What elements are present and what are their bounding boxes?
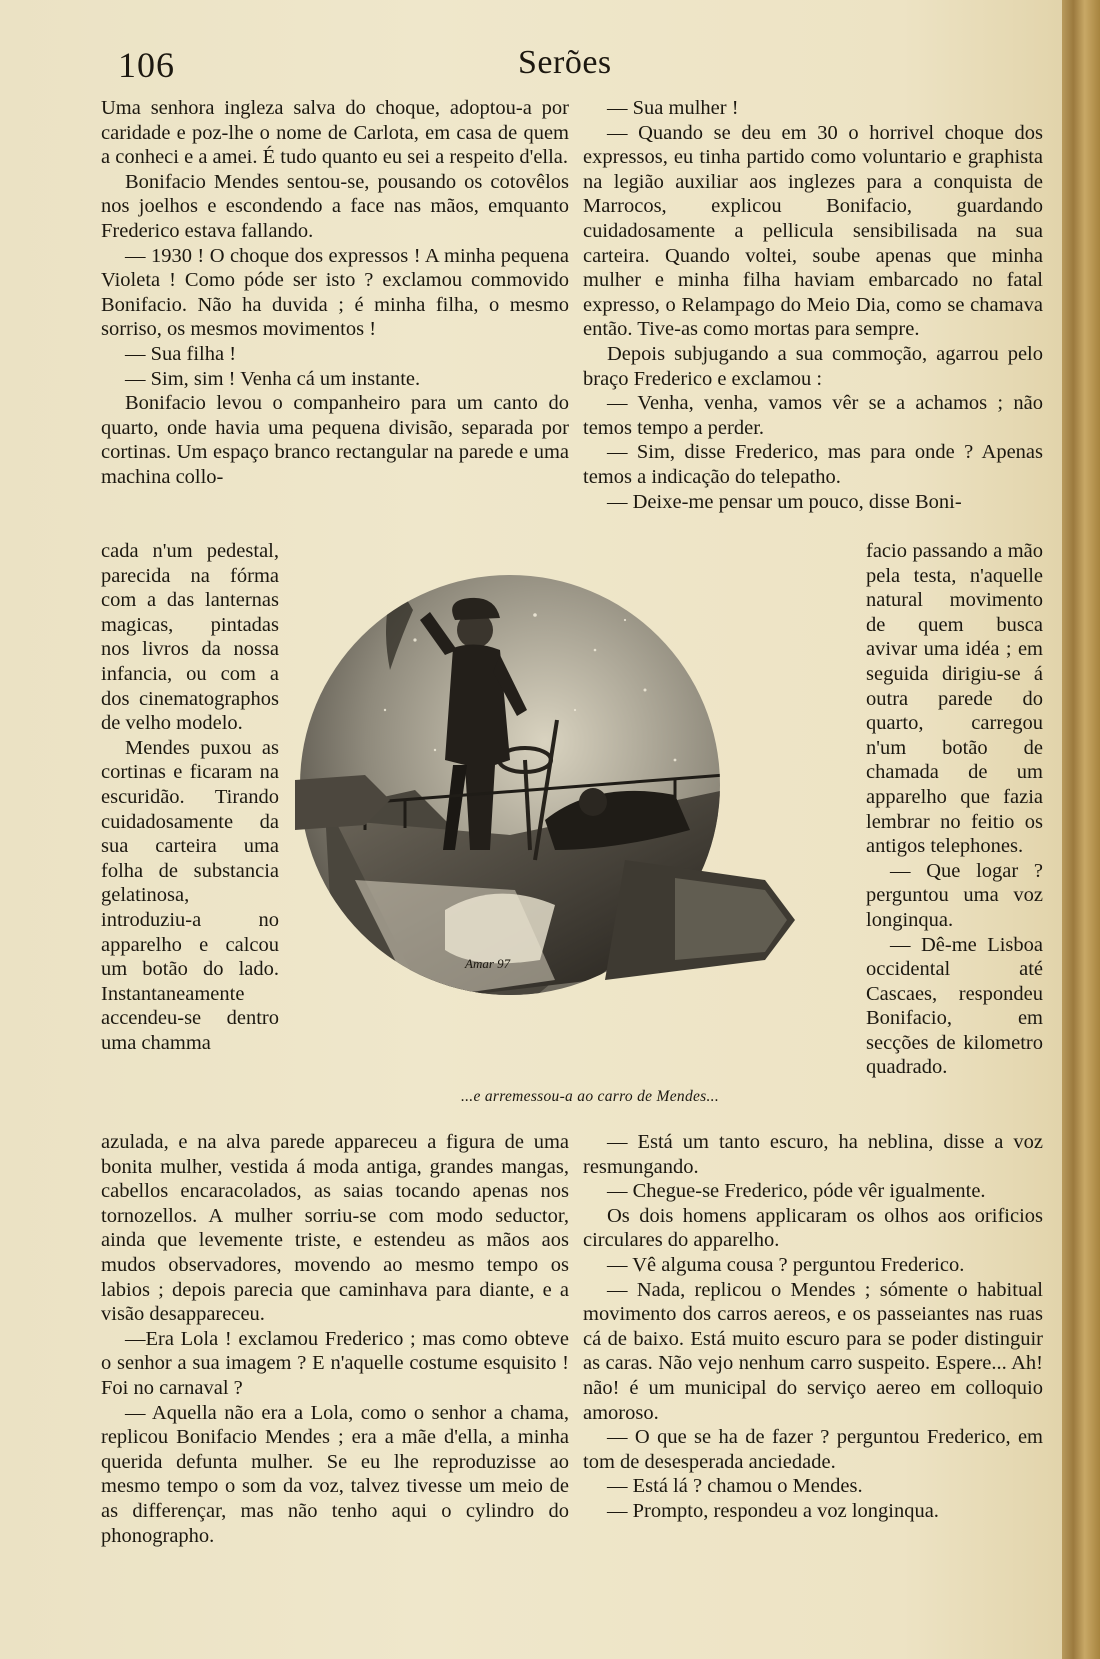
illustration-caption: ...e arremessou-a ao carro de Mendes... bbox=[460, 1088, 720, 1105]
paragraph: — Deixe-me pensar um pouco, disse Boni- bbox=[607, 490, 962, 513]
paragraph: — Dê-me Lisboa occidental até Cascaes, respondeu Bonifacio, em secções de kilometro quadrado. bbox=[866, 933, 1043, 1079]
running-title: Serões bbox=[518, 44, 612, 81]
right-wrap-text bbox=[866, 539, 1043, 1080]
paragraph: — Vê alguma cousa ? perguntou Frederico. bbox=[607, 1253, 965, 1276]
paragraph: — Sua mulher ! bbox=[607, 97, 739, 119]
paragraph: — Está lá ? chamou o Mendes. bbox=[607, 1475, 863, 1498]
paragraph: Bonifacio levou o companheiro para um canto do quarto, onde havia uma pequena divisão, separada por cortinas. Um espaço branco rectangular na parede e uma machina collo- bbox=[101, 392, 569, 488]
page-header bbox=[0, 44, 1062, 94]
paragraph: — 1930 ! O choque dos expressos ! A minha pequena Violeta ! Como póde ser isto ? exclamou commovido Bonifacio. Não ha duvida ; é minha filha, o mesmo sorriso, os mesmos movimentos ! bbox=[101, 244, 569, 341]
paragraph: — Sua filha ! bbox=[125, 342, 237, 365]
paragraph: — Quando se deu em 30 o horrivel choque dos expressos, eu tinha partido como voluntario e graphista na legião auxiliar aos inglezes para a conquista de Marrocos, explicou Bonifacio, guardando cuidadosamente a pellicula sensibilisada na sua carteira. Quando voltei, soube apenas que minha mulher e minha filha haviam embarcado no fatal expresso, o Relampago do Meio Dia, como se chamava então. Tive-as como mortas para sempre. bbox=[583, 121, 1043, 341]
paragraph: — Venha, venha, vamos vêr se a achamos ; não temos tempo a perder. bbox=[583, 392, 1043, 439]
artist-signature: Amar 97 bbox=[465, 956, 511, 971]
paragraph: Mendes puxou as cortinas e ficaram na escuridão. Tirando cuidadosamente da sua carteira uma folha de substancia gelatinosa, introduziu-a no apparelho e calcou um botão do lado. Instantaneamente accendeu-se dentro uma chamma bbox=[101, 736, 279, 1054]
paragraph: — Está um tanto escuro, ha neblina, disse a voz resmungando. bbox=[583, 1131, 1043, 1178]
paragraph: —Era Lola ! exclamou Frederico ; mas como obteve o senhor a sua imagem ? E n'aquelle costume esquisito ! Foi no carnaval ? bbox=[101, 1327, 569, 1399]
paragraph: azulada, e na alva parede appareceu a figura de uma bonita mulher, vestida á moda antiga, grandes mangas, cabellos encaracolados, as saias tocando apenas nos tornozellos. A mulher sorriu-se com modo seductor, ainda que levemente triste, e estendeu as mãos aos mudos observadores, movendo ao mesmo tempo os labios ; depois parecia que caminhava para diante, e a visão desappareceu. bbox=[101, 1131, 569, 1326]
left-wrap-text bbox=[101, 539, 279, 1055]
left-column bbox=[101, 96, 569, 490]
paragraph: facio passando a mão pela testa, n'aquelle natural movimento de quem busca avivar uma idéa ; em seguida dirigiu-se á outra parede do quarto, carregou n'um botão de chamada de um apparelho que fazia lembrar no feitio os antigos telephones. bbox=[866, 540, 1043, 858]
book-page-edge bbox=[1062, 0, 1100, 1659]
paragraph: cada n'um pedestal, parecida na fórma com a das lanternas magicas, pintadas nos livros da nossa infancia, ou com a dos cinematographos de velho modelo. bbox=[101, 540, 279, 735]
paragraph: — Que logar ? perguntou uma voz longinqua. bbox=[866, 859, 1043, 931]
paragraph: — Sim, sim ! Venha cá um instante. bbox=[125, 367, 421, 390]
paragraph: Bonifacio Mendes sentou-se, pousando os cotovêlos nos joelhos e escondendo a face nas mãos, emquanto Frederico estava fallando. bbox=[101, 170, 569, 242]
left-lower-text bbox=[101, 1130, 569, 1548]
paragraph: Uma senhora ingleza salva do choque, adoptou-a por caridade e poz-lhe o nome de Carlota, em casa de quem a conheci e a amei. É tudo quanto eu sei a respeito d'ella. bbox=[101, 97, 569, 169]
paragraph: — Sim, disse Frederico, mas para onde ? Apenas temos a indicação do telepatho. bbox=[583, 441, 1043, 488]
paragraph: Depois subjugando a sua commoção, agarrou pelo braço Frederico e exclamou : bbox=[583, 342, 1043, 390]
engraving-illustration bbox=[295, 560, 795, 1080]
paragraph: — O que se ha de fazer ? perguntou Frederico, em tom de desesperada anciedade. bbox=[583, 1426, 1043, 1473]
paragraph: — Prompto, respondeu a voz longinqua. bbox=[607, 1499, 939, 1522]
paragraph: Os dois homens applicaram os olhos aos orificios circulares do apparelho. bbox=[583, 1204, 1043, 1252]
page-number: 106 bbox=[118, 45, 175, 85]
paragraph: — Nada, replicou o Mendes ; sómente o habitual movimento dos carros aereos, e os passeiantes nas ruas cá de baixo. Está muito escuro para se poder distinguir as caras. Não vejo nenhum carro suspeito. Espere... Ah! não! é um municipal do serviço aereo em colloquio amoroso. bbox=[583, 1278, 1043, 1424]
paragraph: — Aquella não era a Lola, como o senhor a chama, replicou Bonifacio Mendes ; era a mãe d'ella, a minha querida defunta mulher. Se eu lhe reproduzisse ao mesmo tempo o som da voz, talvez tivesse um meio de as differençar, mas não tenho aqui o cylindro do phonographo. bbox=[101, 1401, 569, 1547]
paragraph: — Chegue-se Frederico, póde vêr igualmente. bbox=[607, 1180, 986, 1203]
right-column bbox=[583, 96, 1043, 514]
right-lower-text bbox=[583, 1130, 1043, 1524]
